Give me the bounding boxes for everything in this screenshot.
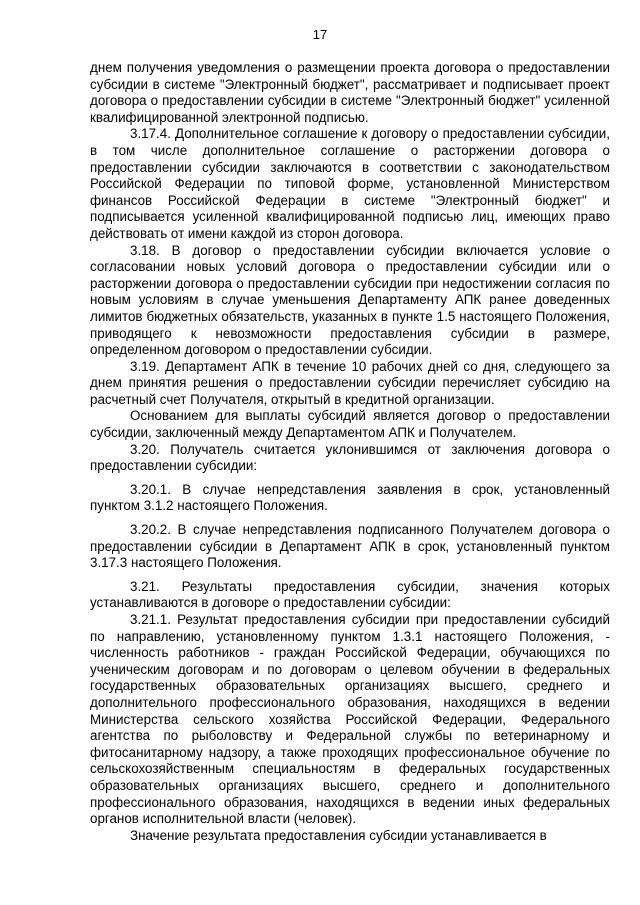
paragraph-3-21: 3.21. Результаты предоставления субсидии, значения которых устанавливаются в договоре о предоставлении субсидии: bbox=[90, 578, 610, 611]
paragraph-3-21-1: 3.21.1. Результат предоставления субсидии при предоставлении субсидий по направлению, установленному пунктом 1.3.1 настоящего Положения, - численность работников - граждан Российской Федерации, обучающихся по ученическим договорам и по договорам о целевом обучении в федеральных государственных образовательных организациях высшего, среднего и дополнительного профессионального образования, находящихся в ведении Министерства сельского хозяйства Российской Федерации, Федерального агентства по рыболовству и Федеральной службы по ветеринарному и фитосанитарному надзору, а также проходящих профессиональное обучение по сельскохозяйственным специальностям в федеральных государственных образовательных организациях высшего, среднего и дополнительного профессионального образования, находящихся в ведении иных федеральных органов исполнительной власти (человек). bbox=[90, 612, 610, 827]
paragraph-3-18: 3.18. В договор о предоставлении субсидии включается условие о согласовании новых условий договора о предоставлении субсидии или о расторжении договора о предоставлении субсидии при недостижении согласия по новым условиям в случае уменьшения Департаменту АПК ранее доведенных лимитов бюджетных обязательств, указанных в пункте 1.5 настоящего Положения, приводящего к невозможности предоставления субсидии в размере, определенном договором о предоставлении субсидии. bbox=[90, 242, 610, 358]
paragraph-3-17-4: 3.17.4. Дополнительное соглашение к договору о предоставлении субсидии, в том числе дополнительное соглашение о расторжении договора о предоставлении субсидии заключаются в соответствии с законодательством Российской Федерации по типовой форме, установленной Министерством финансов Российской Федерации в системе "Электронный бюджет" и подписывается усиленной квалифицированной подписью лиц, имеющих право действовать от имени каждой из сторон договора. bbox=[90, 126, 610, 241]
paragraph-3-19: 3.19. Департамент АПК в течение 10 рабочих дней со дня, следующего за днем принятия решения о предоставлении субсидии перечисляет субсидию на расчетный счет Получателя, открытый в кредитной организации. bbox=[90, 358, 610, 407]
paragraph-payment-basis: Основанием для выплаты субсидий является договор о предоставлении субсидии, заключенный между Департаментом АПК и Получателем. bbox=[90, 408, 610, 441]
paragraph-result-value: Значение результата предоставления субсидии устанавливается в bbox=[130, 827, 547, 843]
paragraph-continuation: днем получения уведомления о размещении проекта договора о предоставлении субсидии в системе "Электронный бюджет", рассматривает и подписывает проект договора о предоставлении субсидии в системе "Электронный бюджет" усиленной квалифицированной электронной подписью. bbox=[90, 60, 610, 125]
paragraph-3-20-2: 3.20.2. В случае непредставления подписанного Получателем договора о предоставлении субсидии в Департамент АПК в срок, установленный пунктом 3.17.3 настоящего Положения. bbox=[90, 522, 610, 571]
document-body bbox=[90, 60, 610, 844]
page-number: 17 bbox=[312, 27, 328, 42]
paragraph-3-20: 3.20. Получатель считается уклонившимся от заключения договора о предоставлении субсидии: bbox=[90, 441, 610, 474]
paragraph-3-20-1: 3.20.1. В случае непредставления заявления в срок, установленный пунктом 3.1.2 настоящего Положения. bbox=[90, 481, 610, 514]
